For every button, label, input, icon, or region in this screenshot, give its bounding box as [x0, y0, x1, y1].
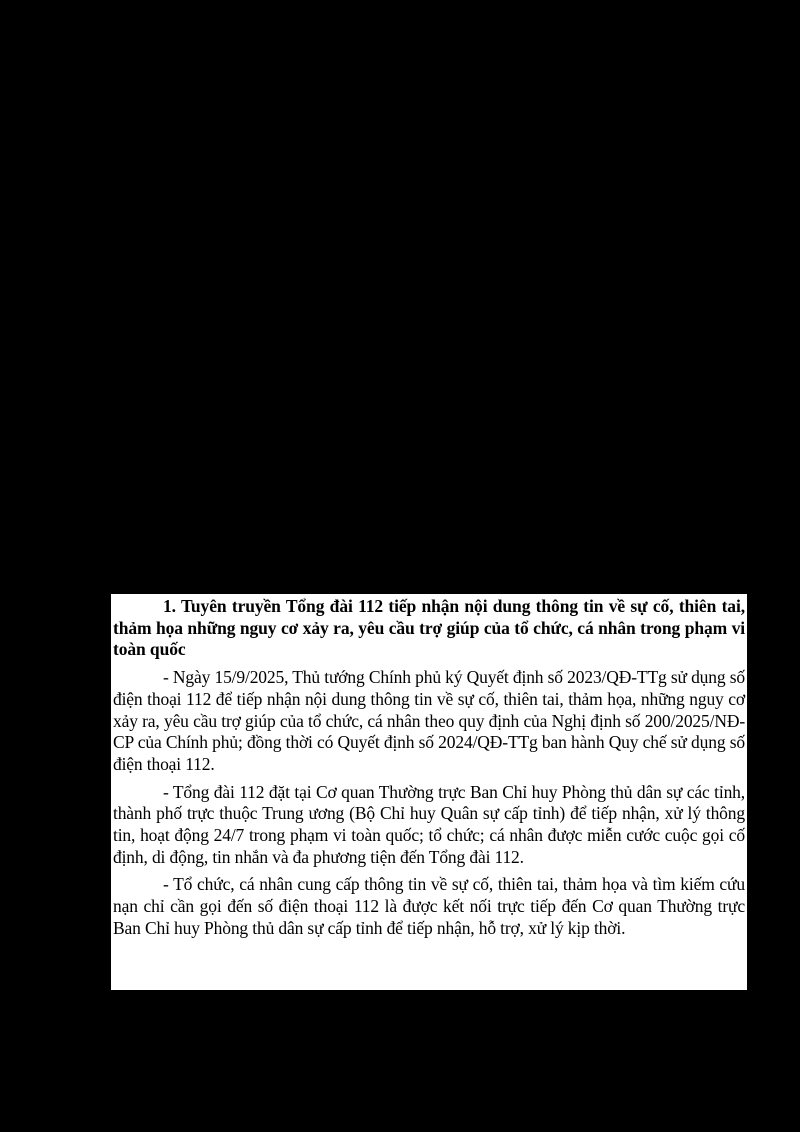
- paragraph-how-to-call: - Tổ chức, cá nhân cung cấp thông tin về sự cố, thiên tai, thảm họa và tìm kiếm cứu nạn chỉ cần gọi đến số điện thoại 112 là được kết nối trực tiếp đến Cơ quan Thường trực Ban Chỉ huy Phòng thủ dân sự cấp tỉnh để tiếp nhận, hỗ trợ, xử lý kịp thời.: [113, 874, 745, 938]
- document-text-block: [111, 594, 747, 990]
- paragraph-hotline-location: - Tổng đài 112 đặt tại Cơ quan Thường trực Ban Chỉ huy Phòng thủ dân sự các tỉnh, thành phố trực thuộc Trung ương (Bộ Chỉ huy Quân sự cấp tỉnh) để tiếp nhận, xử lý thông tin, hoạt động 24/7 trong phạm vi toàn quốc; tổ chức; cá nhân được miễn cước cuộc gọi cố định, di động, tin nhắn và đa phương tiện đến Tổng đài 112.: [113, 781, 745, 867]
- section-heading: 1. Tuyên truyền Tổng đài 112 tiếp nhận nội dung thông tin về sự cố, thiên tai, thảm họa những nguy cơ xảy ra, yêu cầu trợ giúp của tổ chức, cá nhân trong phạm vi toàn quốc: [113, 596, 745, 660]
- paragraph-decision: - Ngày 15/9/2025, Thủ tướng Chính phủ ký Quyết định số 2023/QĐ-TTg sử dụng số điện thoại 112 để tiếp nhận nội dung thông tin về sự cố, thiên tai, thảm họa, những nguy cơ xảy ra, yêu cầu trợ giúp của tổ chức, cá nhân theo quy định của Nghị định số 200/2025/NĐ-CP của Chính phủ; đồng thời có Quyết định số 2024/QĐ-TTg ban hành Quy chế sử dụng số điện thoại 112.: [113, 667, 745, 774]
